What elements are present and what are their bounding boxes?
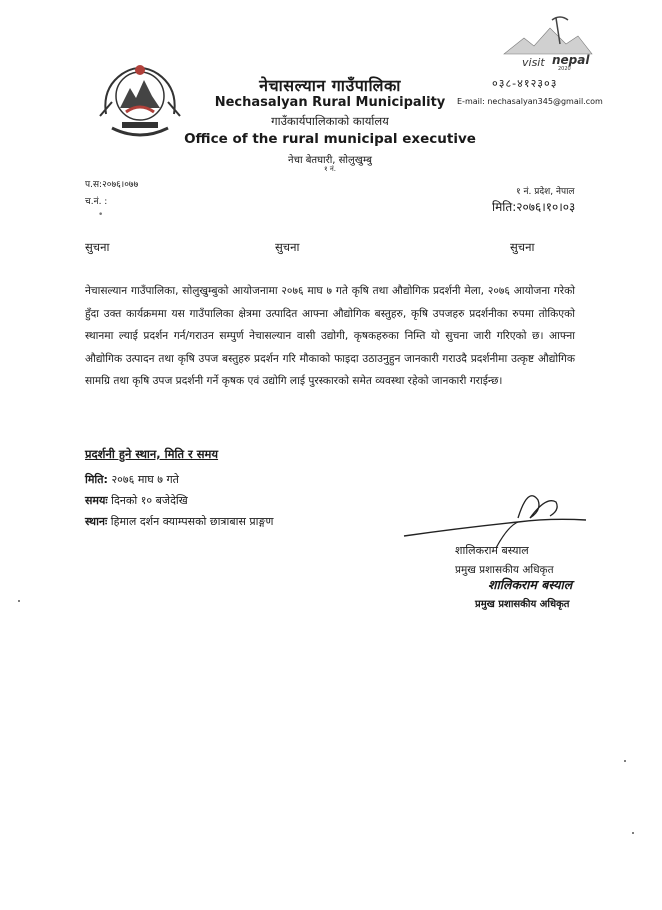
event-date-line [85,472,179,487]
office-name-nepali: गाउँकार्यपालिकाको कार्यालय [271,114,389,128]
province-small: १ नं. [324,165,336,173]
email-address: E-mail: nechasalyan345@gmail.com [457,97,603,106]
event-date-value: २०७६ माघ ७ गते [107,473,179,486]
notice-body: नेचासल्यान गाउँपालिका, सोलुखुम्बुको आयोजनामा २०७६ माघ ७ गते कृषि तथा औद्योगिक प्रदर्शनी मेला, २०७६ आयोजना गरेको हुँदा उक्त कार्यक्रममा यस गाउँपालिका क्षेत्रमा उत्पादित आफ्ना औद्योगिक बस्तुहरु, कृषि उपजहरु प्रदर्शनीका रुपमा तोकिएको स्थानमा ल्याई प्रदर्शन गर्न/गराउन सम्पुर्ण नेचासल्यान वासी उद्योगी, कृषकहरुका निम्ति यो सुचना जारी गरिएको छ। आफ्ना औद्योगिक उत्पादन तथा कृषि उपज बस्तुहरु प्रदर्शन गरि मौकाको फाइदा उठाउनुहुन जानकारी गराउदै प्रदर्शनीमा उत्कृष्ट औद्योगिक सामग्रि तथा कृषि उपज प्रदर्शनी गर्ने कृषक एवं उद्योगि लाई पुरस्कारको समेत व्यवस्था रहेको जानकारी गराईन्छ। [85,285,575,387]
patra-sankhya: प.स:२०७६।०७७ [85,180,139,190]
notice-label-right: सुचना [510,240,535,254]
scan-speck [18,600,20,602]
scan-speck [632,832,634,834]
visit-text: visit [522,56,545,69]
letter-date: मिति:२०७६।१०।०३ [492,200,576,214]
province-line: १ नं. प्रदेश, नेपाल [516,187,575,197]
office-name-english: Office of the rural municipal executive [184,131,476,147]
scan-mark: • [98,210,104,220]
event-place-label: स्थानः [85,515,108,528]
event-place-line [85,514,273,529]
visit-nepal-logo [500,14,596,70]
signer-name-stamp: शालिकराम बस्याल [488,577,573,592]
event-date-label: मिति: [85,473,108,486]
scan-speck [624,760,626,762]
nepal-text: nepal [552,53,590,67]
year-text: 2020 [558,66,571,70]
event-time-label: समयः [85,494,108,507]
event-heading: प्रदर्शनी हुने स्थान, मिति र समय [85,447,219,461]
chalani-number: च.नं. : [85,197,108,207]
municipality-name-nepali: नेचासल्यान गाउँपालिका [259,76,401,95]
signer-title-handwritten: प्रमुख प्रशासकीय अधिकृत [455,564,554,576]
notice-label-left: सुचना [85,240,110,254]
event-place-value: हिमाल दर्शन क्याम्पसको छात्राबास प्राङ्गण [107,515,274,528]
office-address: नेचा बेतघारी, सोलुखुम्बु [288,155,372,166]
notice-label-center: सुचना [275,240,300,254]
phone-number: ०३८-४१२३०३ [492,77,558,90]
municipality-name-english: Nechasalyan Rural Municipality [214,95,446,110]
government-emblem-icon [92,58,188,142]
event-time-line [85,493,188,508]
event-time-value: दिनको १० बजेदेखि [107,494,188,507]
signer-name-handwritten: शालिकराम बस्याल [455,544,529,557]
signer-title-stamp: प्रमुख प्रशासकीय अधिकृत [475,599,570,610]
